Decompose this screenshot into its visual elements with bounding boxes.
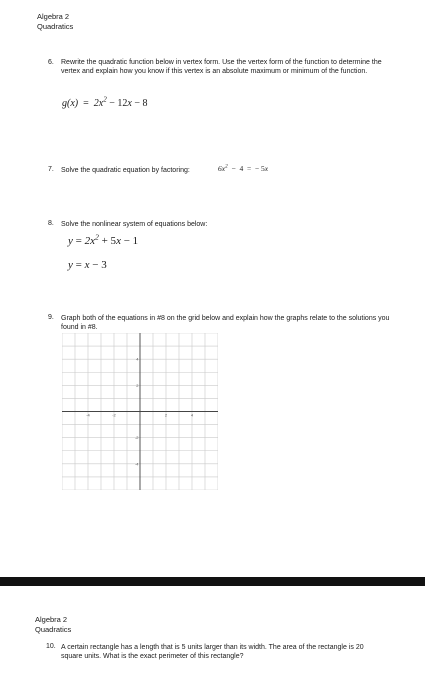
x-tick-label: 2 [164, 412, 168, 418]
page-divider [0, 577, 425, 586]
grid-axes [62, 333, 218, 490]
y-tick-label: -4 [134, 461, 139, 467]
question-6-text: Rewrite the quadratic function below in vertex form. Use the vertex form of the function to determine the vertex and explain how you know if this vertex is an absolute maximum or minimum of the function. [61, 59, 382, 76]
question-8-number: 8. [48, 220, 54, 227]
question-9-text: Graph both of the equations in #8 on the grid below and explain how the graphs relate to the solutions you found in #8. [61, 315, 390, 332]
y-tick-label: 4 [136, 356, 139, 362]
question-7-equation: $6x^2 - 4$ = − 5x [218, 163, 269, 173]
question-8-text: Solve the nonlinear system of equations below: [61, 221, 208, 228]
x-tick-label: 4 [190, 412, 194, 418]
question-7-text: Solve the quadratic equation by factoring: [61, 167, 190, 174]
question-6-number: 6. [48, 59, 54, 66]
page2-course-title: Algebra 2 [35, 615, 68, 624]
x-tick-label: -4 [86, 412, 90, 418]
question-8-equation-2: y = x − 3 [68, 259, 107, 271]
question-10-text: A certain rectangle has a length that is 5 units larger than its width. The area of the rectangle is 20 square units. What is the exact perimeter of this rectangle? [61, 644, 364, 661]
unit-title: Quadratics [37, 22, 74, 31]
question-6-equation: $g(x) = 2x^2 - 12x - 8$ [62, 95, 148, 109]
coordinate-grid[interactable] [62, 333, 218, 490]
question-9-number: 9. [48, 314, 54, 321]
question-10-number: 10. [46, 643, 56, 650]
question-7-number: 7. [48, 166, 54, 173]
page2-unit-title: Quadratics [35, 625, 72, 634]
question-8-equation-1: $y = 2x^2 + 5x - 1$ [68, 232, 139, 247]
x-tick-label: -2 [112, 412, 116, 418]
course-title: Algebra 2 [37, 12, 70, 21]
y-tick-label: -2 [134, 435, 139, 441]
y-tick-label: 2 [136, 382, 139, 388]
